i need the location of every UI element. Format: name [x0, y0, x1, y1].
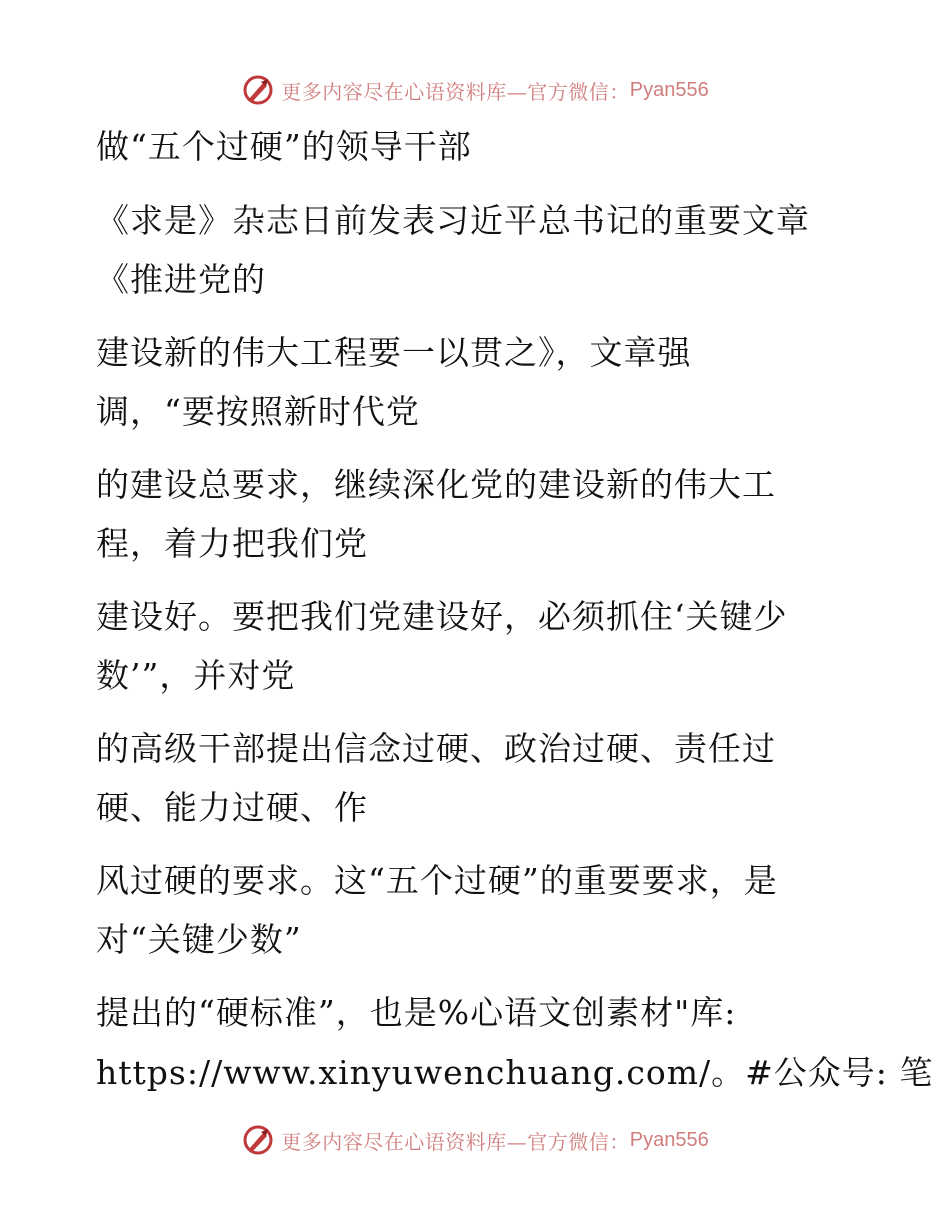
- banner-label: 更多内容尽在心语资料库—官方微信：: [281, 1129, 630, 1154]
- text-line: 的高级干部提出信念过硬、政治过硬、责任过: [96, 729, 776, 768]
- banner-account: Pyan556: [629, 78, 709, 101]
- text-line: 硬、能力过硬、作: [96, 788, 368, 827]
- text-line: 数’”，并对党: [96, 656, 296, 695]
- text-line: 程，着力把我们党: [96, 524, 368, 563]
- banner-account: Pyan556: [629, 1128, 709, 1151]
- footer-watermark: [0, 1120, 950, 1160]
- text-line: 调，“要按照新时代党: [96, 392, 420, 431]
- pen-logo-icon: [241, 73, 275, 107]
- text-line: 《求是》杂志日前发表习近平总书记的重要文章: [96, 201, 810, 240]
- text-line: 风过硬的要求。这“五个过硬”的重要要求，是: [96, 861, 778, 900]
- text-line: 提出的“硬标准”，也是%心语文创素材"库:: [96, 993, 737, 1032]
- text-line: 的建设总要求，继续深化党的建设新的伟大工: [96, 465, 776, 504]
- header-watermark: [0, 70, 950, 110]
- text-line: 对“关键少数”: [96, 920, 302, 959]
- text-line: 建设好。要把我们党建设好，必须抓住‘关键少: [96, 597, 788, 636]
- text-line: https://www.xinyuwenchuang.com/。#公众号: 笔: [96, 1053, 934, 1092]
- pen-logo-icon: [241, 1123, 275, 1157]
- text-line: 做“五个过硬”的领导干部: [96, 127, 472, 166]
- text-line: 《推进党的: [96, 260, 266, 299]
- banner-label: 更多内容尽在心语资料库—官方微信：: [281, 79, 630, 104]
- text-line: 建设新的伟大工程要一以贯之》，文章强: [96, 333, 692, 372]
